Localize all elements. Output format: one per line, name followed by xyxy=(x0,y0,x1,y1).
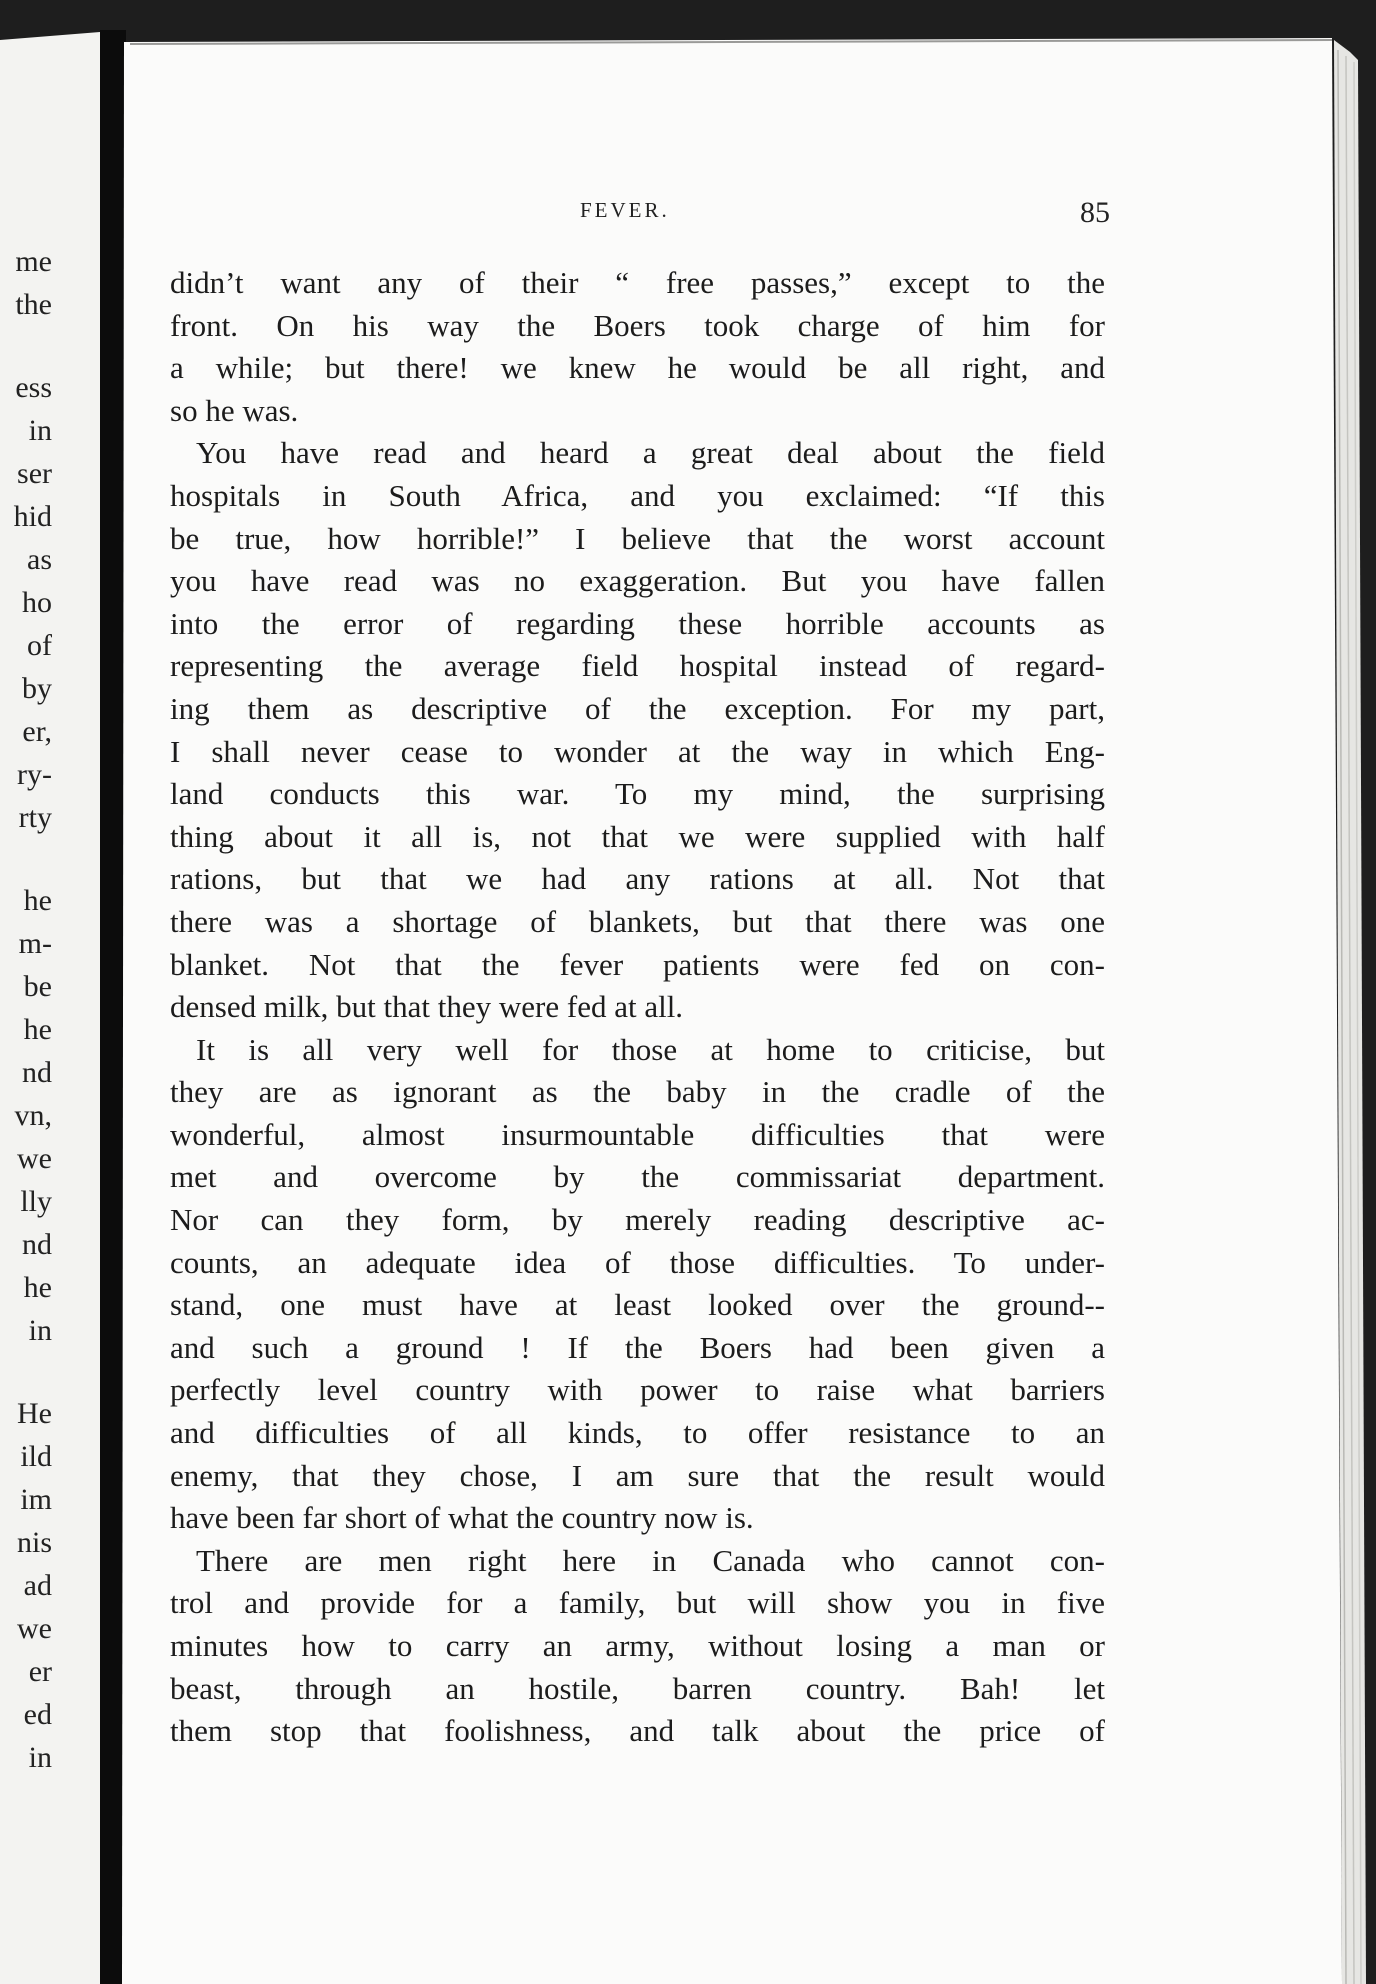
text-line: a while; but there! we knew he would be all right, and xyxy=(170,350,1105,386)
facing-page-fragment: the xyxy=(15,288,52,321)
text-line: You have read and heard a great deal about the field xyxy=(196,435,1105,471)
text-line: hospitals in South Africa, and you exclaimed: “If this xyxy=(170,477,1105,513)
facing-page-fragment: in xyxy=(28,1314,52,1347)
facing-page-fragment: be xyxy=(23,970,52,1003)
facing-page-fragment: er xyxy=(28,1655,52,1688)
text-line: enemy, that they chose, I am sure that the result would xyxy=(170,1457,1105,1493)
facing-page-fragment: me xyxy=(15,245,52,278)
facing-page-fragment: He xyxy=(17,1397,52,1430)
text-line: met and overcome by the commissariat department. xyxy=(170,1159,1105,1195)
running-head: FEVER. xyxy=(580,198,670,222)
facing-page-fragment: nis xyxy=(16,1526,52,1559)
facing-page-fragment: nd xyxy=(22,1228,52,1261)
facing-page-fragment: im xyxy=(20,1483,52,1516)
body-text xyxy=(170,262,1105,1753)
text-line: stand, one must have at least looked over the ground-- xyxy=(170,1287,1105,1323)
facing-page-fragment: ry- xyxy=(17,758,52,791)
text-line: rations, but that we had any rations at all. Not that xyxy=(170,861,1105,897)
facing-page-fragment: of xyxy=(27,629,52,662)
facing-page-fragment: m- xyxy=(18,927,52,960)
text-line: minutes how to carry an army, without losing a man or xyxy=(170,1628,1105,1663)
text-line: have been far short of what the country now is. xyxy=(170,1500,754,1536)
text-line: you have read was no exaggeration. But you have fallen xyxy=(170,563,1105,599)
facing-page-fragment: ess xyxy=(15,371,52,404)
text-line: and such a ground ! If the Boers had been given a xyxy=(170,1329,1105,1365)
text-line: representing the average field hospital instead of regard- xyxy=(170,648,1105,684)
text-line: I shall never cease to wonder at the way in which Eng- xyxy=(170,733,1105,769)
text-line: didn’t want any of their “ free passes,” except to the xyxy=(170,265,1105,300)
text-line: blanket. Not that the fever patients were fed on con- xyxy=(170,946,1105,982)
facing-page-fragment: we xyxy=(17,1612,52,1645)
text-line: be true, how horrible!” I believe that the worst account xyxy=(170,520,1105,556)
text-line: ing them as descriptive of the exception. For my part, xyxy=(170,690,1105,726)
facing-page-fragment: ser xyxy=(17,457,52,490)
text-line: thing about it all is, not that we were supplied with half xyxy=(170,818,1105,854)
facing-paragraph-gap xyxy=(0,839,52,879)
facing-page-fragment: rty xyxy=(18,801,52,834)
facing-paragraph-gap xyxy=(0,1352,52,1392)
text-line: into the error of regarding these horrible accounts as xyxy=(170,605,1105,641)
text-line: counts, an adequate idea of those difficulties. To under- xyxy=(170,1244,1105,1280)
text-line: There are men right here in Canada who cannot con- xyxy=(196,1542,1105,1578)
text-line: perfectly level country with power to raise what barriers xyxy=(170,1372,1105,1408)
facing-page-fragment: vn, xyxy=(14,1099,52,1132)
facing-page-fragment: as xyxy=(27,543,52,576)
facing-page-fragment: lly xyxy=(20,1185,52,1218)
text-line: and difficulties of all kinds, to offer resistance to an xyxy=(170,1415,1105,1451)
book-gutter xyxy=(100,30,126,1984)
text-line: densed milk, but that they were fed at all. xyxy=(170,989,684,1025)
facing-page-fragment: nd xyxy=(22,1056,52,1089)
facing-page-fragment: ild xyxy=(20,1440,52,1473)
text-line: land conducts this war. To my mind, the surprising xyxy=(170,776,1105,812)
text-line: It is all very well for those at home to criticise, but xyxy=(196,1031,1105,1067)
text-line: they are as ignorant as the baby in the cradle of the xyxy=(170,1074,1105,1110)
facing-page-fragment: in xyxy=(28,1741,52,1774)
facing-page-fragments xyxy=(0,240,52,1779)
text-line: there was a shortage of blankets, but that there was one xyxy=(170,903,1105,939)
facing-page-fragment: ho xyxy=(22,586,52,619)
facing-page-fragment: ed xyxy=(23,1698,52,1731)
text-line: them stop that foolishness, and talk about the price of xyxy=(170,1713,1105,1749)
page-number: 85 xyxy=(1080,196,1110,229)
facing-page-fragment: he xyxy=(23,884,52,917)
text-line: front. On his way the Boers took charge of him for xyxy=(170,307,1105,343)
text-line: beast, through an hostile, barren country. Bah! let xyxy=(170,1670,1105,1706)
text-line: so he was. xyxy=(170,392,299,428)
facing-page-fragment: hid xyxy=(13,500,52,533)
text-line: Nor can they form, by merely reading descriptive ac- xyxy=(170,1202,1105,1238)
facing-page-fragment: ad xyxy=(23,1569,52,1602)
facing-page-fragment: by xyxy=(22,672,52,705)
text-line: wonderful, almost insurmountable difficulties that were xyxy=(170,1116,1105,1152)
text-line: trol and provide for a family, but will show you in five xyxy=(170,1585,1105,1621)
facing-page-fragment: he xyxy=(23,1271,52,1304)
facing-paragraph-gap xyxy=(0,326,52,366)
facing-page-fragment: we xyxy=(17,1142,52,1175)
facing-page-fragment: in xyxy=(28,414,52,447)
facing-page-fragment: er, xyxy=(22,715,52,748)
facing-page-fragment: he xyxy=(23,1013,52,1046)
